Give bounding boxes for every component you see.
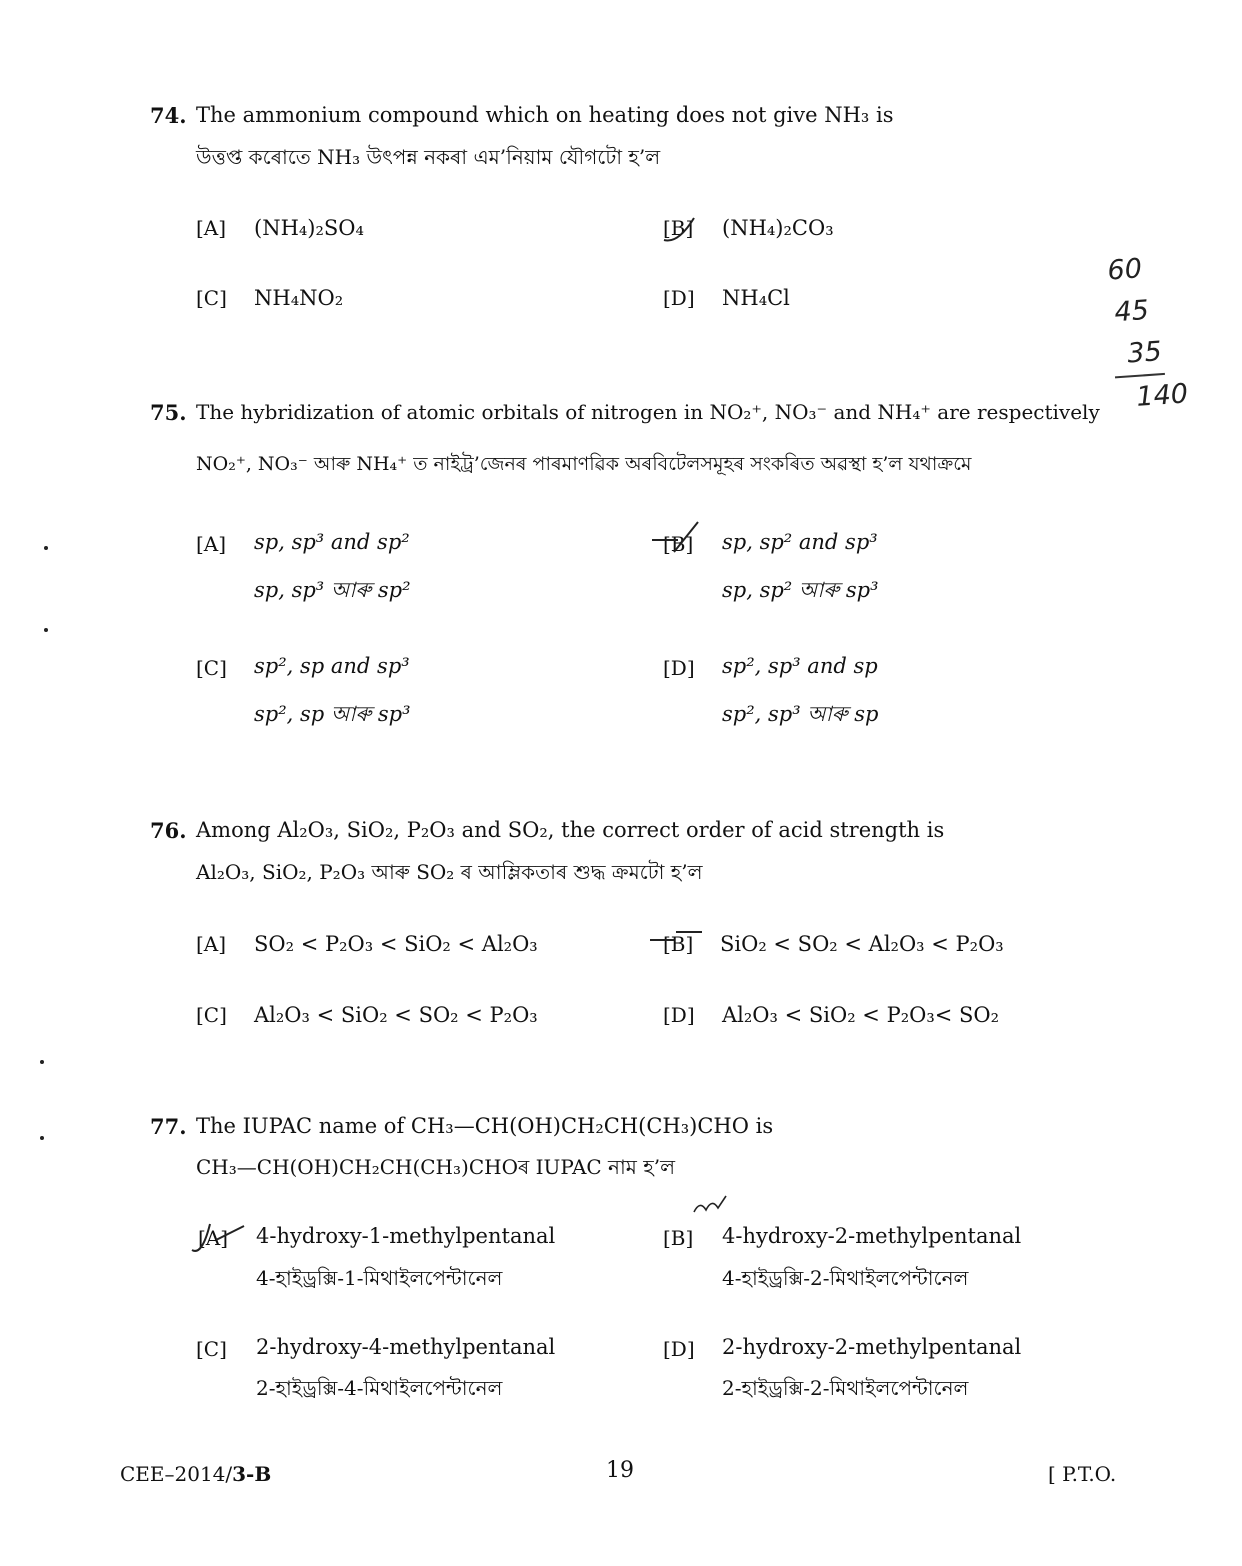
q76-option-d: Al₂O₃ < SiO₂ < P₂O₃< SO₂	[722, 1003, 1000, 1027]
handwritten-margin-sums	[1106, 246, 1189, 421]
q77-option-a-label: [A]	[198, 1226, 229, 1250]
q75-option-c-label: [C]	[196, 656, 227, 680]
margin-dot	[44, 628, 48, 632]
question-74-text-as: উত্তপ্ত কৰোতে NH₃ উৎপন্ন নকৰা এম’নিয়াম যৌগটো হ’ল	[196, 145, 661, 169]
q75-option-c-en: sp², sp and sp³	[254, 654, 410, 678]
handwritten-line: 35	[1112, 331, 1165, 378]
pen-tick-q74-b	[660, 210, 700, 250]
q77-option-c-label: [C]	[196, 1337, 227, 1361]
pen-tick-q75-b	[648, 518, 704, 558]
q76-option-c: Al₂O₃ < SiO₂ < SO₂ < P₂O₃	[254, 1003, 538, 1027]
q75-option-d-en: sp², sp³ and sp	[722, 654, 878, 678]
q74-option-c-label: [C]	[196, 286, 227, 310]
q75-option-a-label: [A]	[196, 532, 227, 556]
q75-option-a-en: sp, sp³ and sp²	[254, 530, 410, 554]
q75-option-b-as: sp, sp² আৰু sp³	[722, 578, 879, 602]
q77-option-c-as: 2-হাইড্ৰক্সি-4-মিথাইলপেন্টানেল	[256, 1376, 503, 1400]
q74-option-a-label: [A]	[196, 216, 227, 240]
q76-option-b: SiO₂ < SO₂ < Al₂O₃ < P₂O₃	[720, 932, 1004, 956]
exam-code: CEE–2014/3-B	[120, 1462, 272, 1486]
question-76-number: 76.	[150, 818, 187, 843]
handwritten-line: 140	[1135, 378, 1189, 413]
handwritten-line: 45	[1113, 294, 1150, 329]
q74-option-c: NH₄NO₂	[254, 286, 344, 310]
q77-option-c-en: 2-hydroxy-4-methylpentanal	[256, 1335, 556, 1359]
pto-marker: [ P.T.O.	[1048, 1462, 1117, 1486]
question-76-text-as: Al₂O₃, SiO₂, P₂O₃ আৰু SO₂ ৰ আম্লিকতাৰ শুদ্ধ ক্ৰমটো হ’ল	[196, 860, 703, 884]
pen-tick-q76-b	[646, 926, 706, 956]
q75-option-c-as: sp², sp আৰু sp³	[254, 702, 411, 726]
q77-option-d-en: 2-hydroxy-2-methylpentanal	[722, 1335, 1022, 1359]
question-75-text-as: NO₂⁺, NO₃⁻ আৰু NH₄⁺ ত নাইট্ৰ’জেনৰ পাৰমাণৱিক অৰবিটেলসমূহৰ সংকৰিত অৱস্থা হ’ল যথাক্ৰমে	[196, 453, 972, 475]
q75-option-b-en: sp, sp² and sp³	[722, 530, 878, 554]
q77-option-d-as: 2-হাইড্ৰক্সি-2-মিথাইলপেন্টানেল	[722, 1376, 969, 1400]
pen-tick-q77-a	[186, 1216, 250, 1260]
q74-option-d-label: [D]	[663, 286, 695, 310]
q77-option-d-label: [D]	[663, 1337, 695, 1361]
page-number: 19	[606, 1458, 634, 1483]
question-77-number: 77.	[150, 1114, 187, 1139]
q74-option-b-label: [B]	[663, 216, 694, 240]
q76-option-b-label: [B]	[663, 932, 694, 956]
q76-option-d-label: [D]	[663, 1003, 695, 1027]
q75-option-b-label: [B]	[663, 532, 694, 556]
q76-option-a: SO₂ < P₂O₃ < SiO₂ < Al₂O₃	[254, 932, 538, 956]
question-77-text-en: The IUPAC name of CH₃—CH(OH)CH₂CH(CH₃)CHO is	[196, 1114, 774, 1138]
q74-option-b: (NH₄)₂CO₃	[722, 216, 834, 240]
question-77-text-as: CH₃—CH(OH)CH₂CH(CH₃)CHOৰ IUPAC নাম হ’ল	[196, 1155, 676, 1179]
question-74-number: 74.	[150, 103, 187, 128]
question-75-text-en: The hybridization of atomic orbitals of nitrogen in NO₂⁺, NO₃⁻ and NH₄⁺ are respectively	[196, 400, 1100, 424]
margin-dot	[40, 1060, 44, 1064]
q77-option-b-en: 4-hydroxy-2-methylpentanal	[722, 1224, 1022, 1248]
margin-dot	[44, 546, 48, 550]
pen-scribble-q77-b	[690, 1192, 730, 1220]
q77-option-b-label: [B]	[663, 1226, 694, 1250]
handwritten-line: 60	[1106, 253, 1143, 287]
q77-option-a-en: 4-hydroxy-1-methylpentanal	[256, 1224, 556, 1248]
margin-dot	[40, 1136, 44, 1140]
question-75-number: 75.	[150, 400, 187, 425]
q74-option-a: (NH₄)₂SO₄	[254, 216, 364, 240]
q77-option-a-as: 4-হাইড্ৰক্সি-1-মিথাইলপেন্টানেল	[256, 1266, 503, 1290]
q76-option-a-label: [A]	[196, 932, 227, 956]
q75-option-d-label: [D]	[663, 656, 695, 680]
q75-option-a-as: sp, sp³ আৰু sp²	[254, 578, 411, 602]
q75-option-d-as: sp², sp³ আৰু sp	[722, 702, 879, 726]
question-74-text-en: The ammonium compound which on heating does not give NH₃ is	[196, 103, 894, 127]
q77-option-b-as: 4-হাইড্ৰক্সি-2-মিথাইলপেন্টানেল	[722, 1266, 969, 1290]
q76-option-c-label: [C]	[196, 1003, 227, 1027]
q74-option-d: NH₄Cl	[722, 286, 790, 310]
question-76-text-en: Among Al₂O₃, SiO₂, P₂O₃ and SO₂, the correct order of acid strength is	[196, 818, 945, 842]
